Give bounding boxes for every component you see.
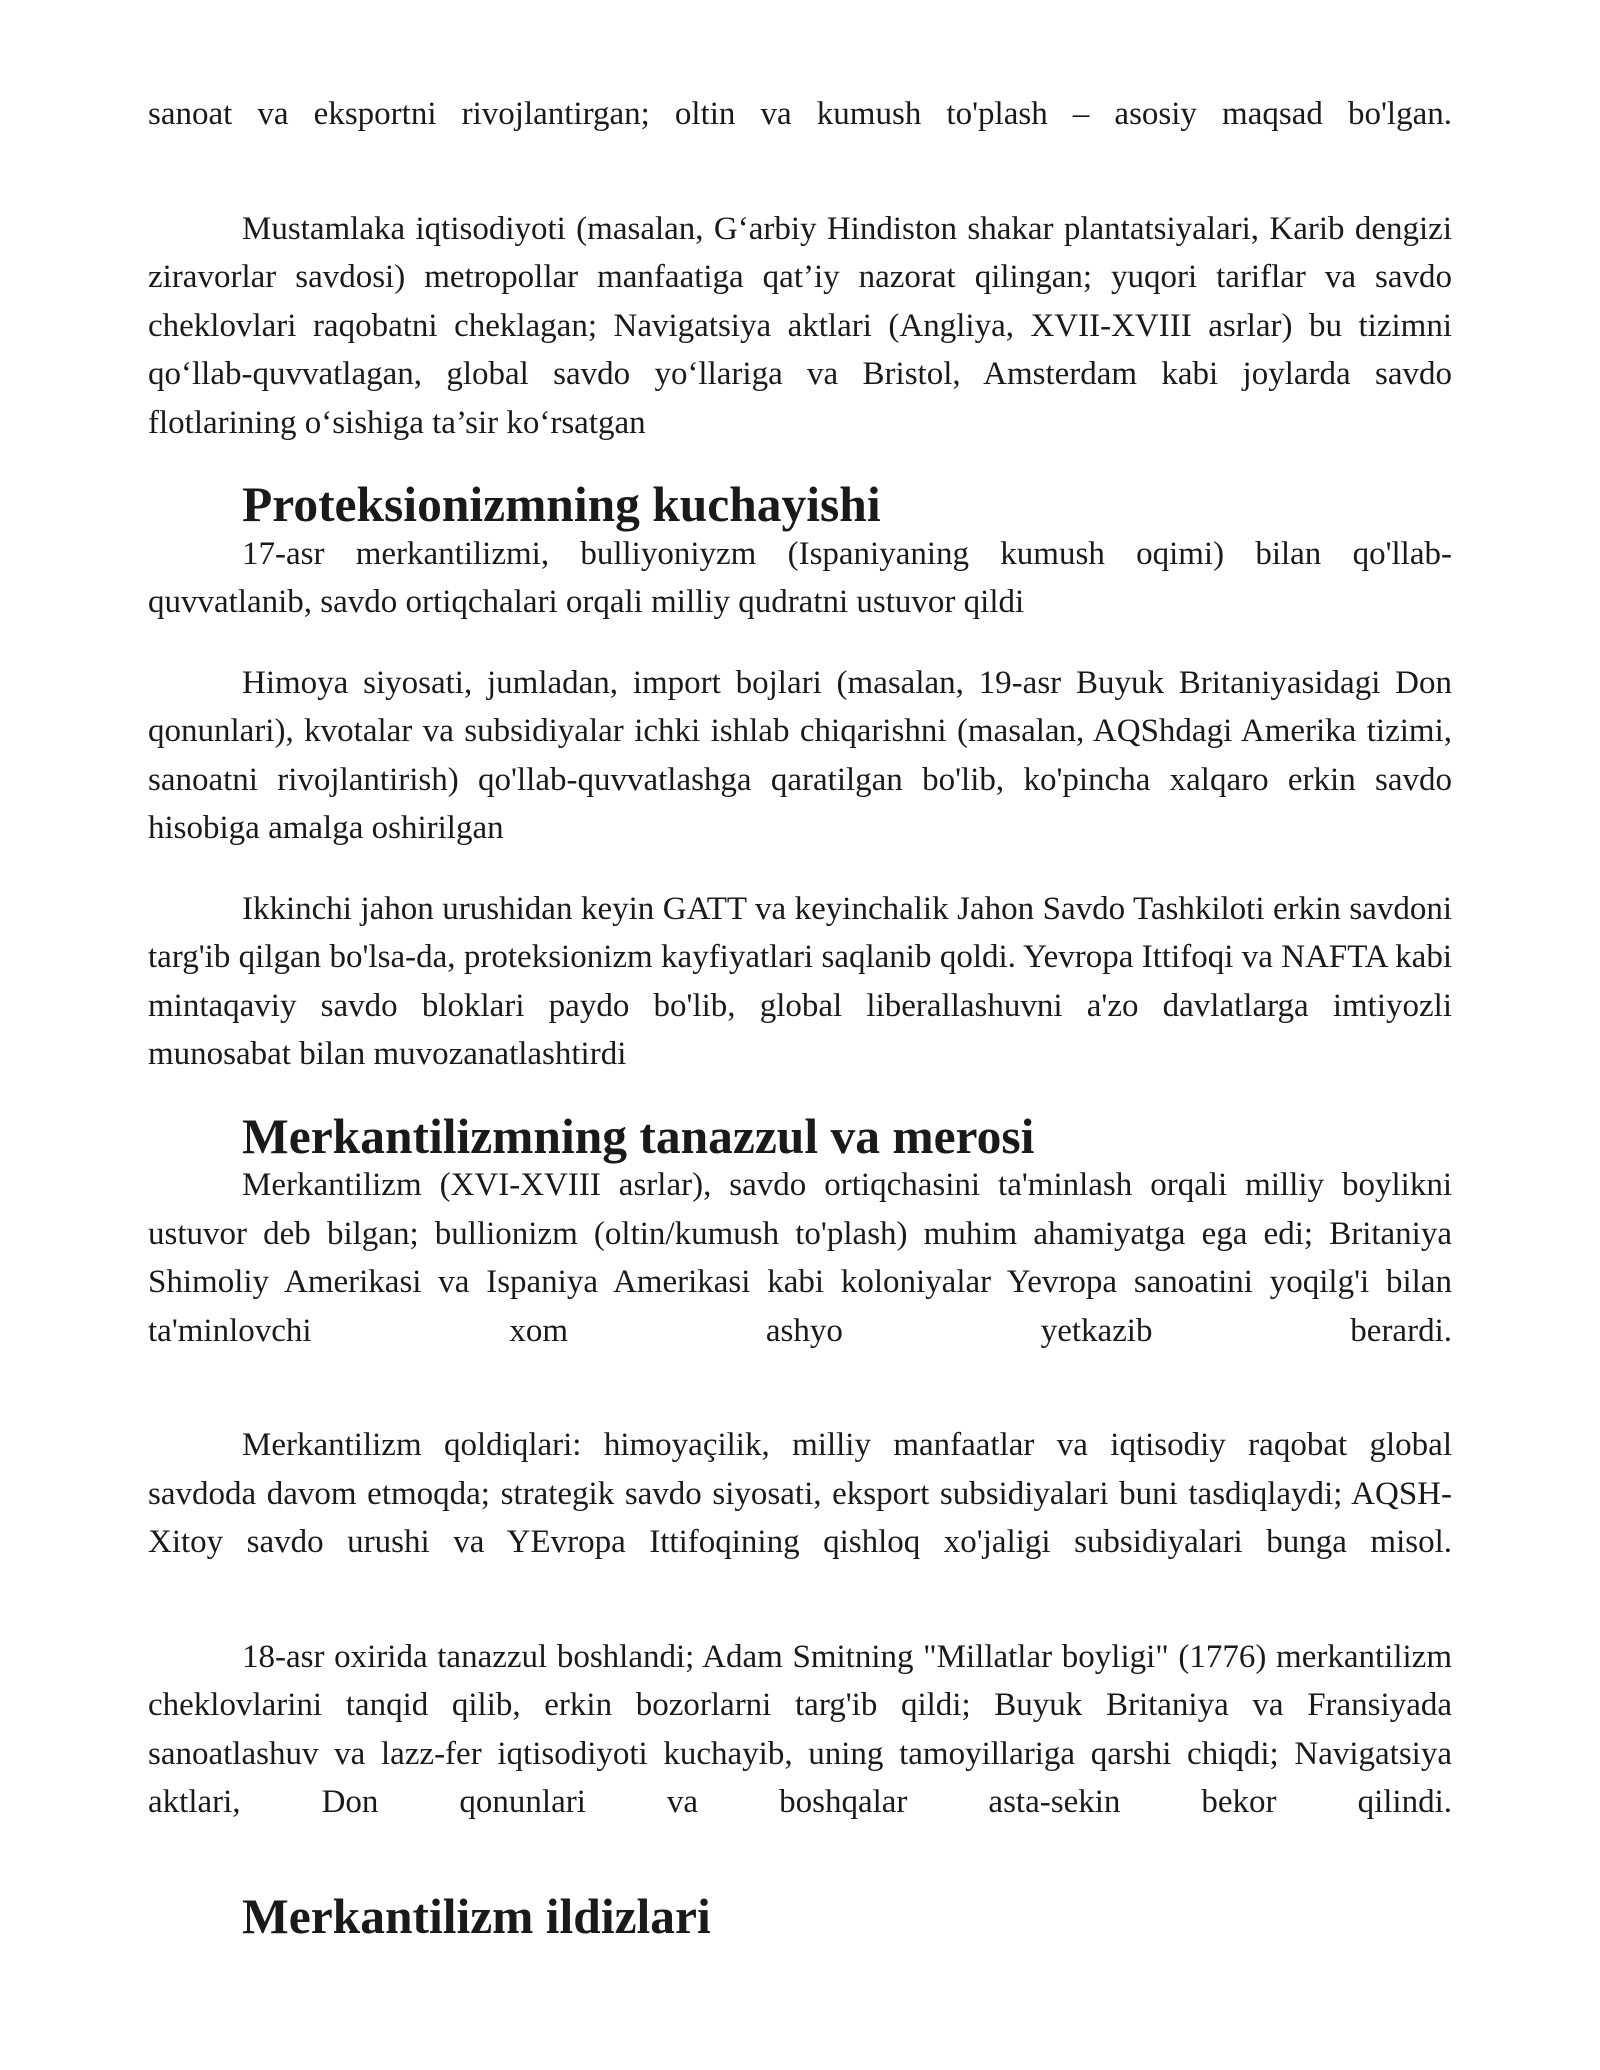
document-page bbox=[148, 90, 1452, 1944]
section-heading-roots: Merkantilizm ildizlari bbox=[242, 1888, 711, 1944]
spacer bbox=[148, 853, 1452, 885]
spacer bbox=[148, 447, 1452, 481]
spacer bbox=[148, 1079, 1452, 1113]
spacer bbox=[148, 1827, 1452, 1893]
paragraph-mercantilism-remnants: Merkantilizm qoldiqlari: himoyaçilik, milliy manfaatlar va iqtisodiy raqobat global savdoda davom etmoqda; strategik savdo siyosati, eksport subsidiyalari buni tasdiqlaydi; AQSH-Xitoy savdo urushi va YEvropa Ittifoqining qishloq xo'jaligi subsidiyalari bunga misol. bbox=[148, 1427, 1452, 1560]
section-heading-decline-legacy: Merkantilizmning tanazzul va merosi bbox=[242, 1108, 1035, 1164]
paragraph-protection-policy: Himoya siyosati, jumladan, import bojlari (masalan, 19-asr Buyuk Britaniyasidagi Don qonunlari), kvotalar va subsidiyalar ichki ishlab chiqarishni (masalan, AQShdagi Amerika tizimi, sanoatni rivojlantirish) qo'llab-quvvatlashga qaratilgan bo'lib, ko'pincha xalqaro erkin savdo hisobiga amalga oshirilgan bbox=[148, 664, 1452, 846]
section-heading-protectionism: Proteksionizmning kuchayishi bbox=[242, 477, 881, 532]
spacer bbox=[148, 1567, 1452, 1633]
paragraph-continuation: sanoat va eksportni rivojlantirgan; oltin va kumush to'plash – asosiy maqsad bo'lgan. bbox=[148, 96, 1452, 132]
spacer bbox=[148, 627, 1452, 659]
paragraph-mercantilism-definition: Merkantilizm (XVI-XVIII asrlar), savdo ortiqchasini ta'minlash orqali milliy boylikni ustuvor deb bilgan; bullionizm (oltin/kumush to'plash) muhim ahamiyatga ega edi; Britaniya Shimoliy Amerikasi va Ispaniya Amerikasi kabi koloniyalar Yevropa sanoatini yoqilg'i bilan ta'minlovchi xom ashyo yetkazib berardi. bbox=[148, 1167, 1452, 1349]
spacer bbox=[148, 1355, 1452, 1421]
paragraph-post-war-trade: Ikkinchi jahon urushidan keyin GATT va keyinchalik Jahon Savdo Tashkiloti erkin savdoni targ'ib qilgan bo'lsa-da, proteksionizm kayfiyatlari saqlanib qoldi. Yevropa Ittifoqi va NAFTA kabi mintaqaviy savdo bloklari paydo bo'lib, global liberallashuvni a'zo davlatlarga imtiyozli munosabat bilan muvozanatlashtirdi bbox=[148, 890, 1452, 1072]
paragraph-17th-century-mercantilism: 17-asr merkantilizmi, bulliyoniyzm (Ispaniyaning kumush oqimi) bilan qo'llab-quvvatlanib, savdo ortiqchalari orqali milliy qudratni ustuvor qildi bbox=[148, 535, 1452, 620]
paragraph-colonial-economy: Mustamlaka iqtisodiyoti (masalan, G‘arbiy Hindiston shakar plantatsiyalari, Karib dengizi ziravorlar savdosi) metropollar manfaatiga qat’iy nazorat qilingan; yuqori tariflar va savdo cheklovlari raqobatni cheklagan; Navigatsiya aktlari (Angliya, XVII-XVIII asrlar) bu tizimni qo‘llab-quvvatlagan, global savdo yo‘llariga va Bristol, Amsterdam kabi joylarda savdo flotlarining o‘sishiga ta’sir ko‘rsatgan bbox=[148, 210, 1452, 441]
paragraph-decline: 18-asr oxirida tanazzul boshlandi; Adam Smitning "Millatlar boyligi" (1776) merkantilizm cheklovlarini tanqid qilib, erkin bozorlarni targ'ib qildi; Buyuk Britaniya va Fransiyada sanoatlashuv va lazz-fer iqtisodiyoti kuchayib, uning tamoyillariga qarshi chiqdi; Navigatsiya aktlari, Don qonunlari va boshqalar asta-sekin bekor qilindi. bbox=[148, 1638, 1452, 1820]
spacer bbox=[148, 139, 1452, 205]
